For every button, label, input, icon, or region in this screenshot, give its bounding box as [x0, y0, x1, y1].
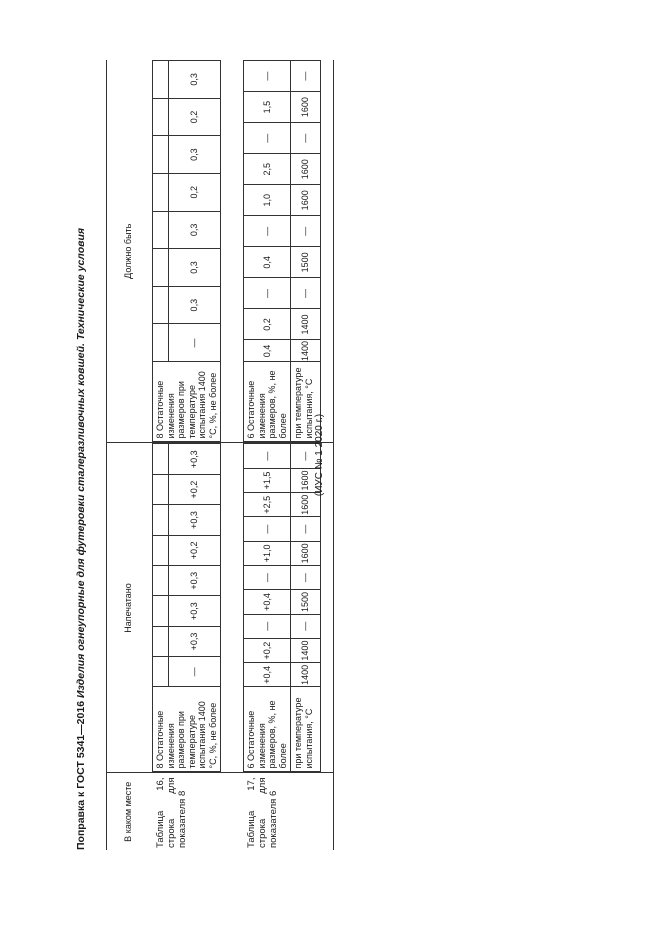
should-be-16-value: —	[168, 324, 220, 362]
printed-17-temp: 1400	[291, 638, 321, 662]
printed-17-temp: 1600	[291, 493, 321, 517]
header-should-be: Должно быть	[107, 60, 150, 443]
printed-16-value: +0,2	[168, 535, 220, 565]
printed-17-temp-dash: —	[291, 614, 321, 638]
should-be-17-temp-dash: —	[291, 278, 321, 309]
should-be-17-table	[243, 60, 321, 443]
printed-17-value: +2,5	[244, 493, 291, 517]
printed-17-temp-dash: —	[291, 444, 321, 468]
should-be-17-temp: 1600	[291, 92, 321, 123]
should-be-16-value: 0,2	[168, 173, 220, 211]
should-be-17-temp-dash: —	[291, 61, 321, 92]
printed-17-temp: 1500	[291, 590, 321, 614]
should-be-16-value: 0,3	[168, 286, 220, 324]
printed-17-table	[243, 444, 321, 773]
page-title	[70, 60, 92, 850]
printed-16-value: +0,3	[168, 596, 220, 626]
printed-17-param: 6 Остаточные изменения размеров, %, не более	[244, 687, 291, 772]
row-16-should-be-cell	[149, 60, 240, 443]
should-be-16-value: 0,3	[168, 61, 220, 99]
printed-17-value: +0,4	[244, 590, 291, 614]
printed-17-dash: —	[244, 517, 291, 541]
should-be-17-temp: 1600	[291, 185, 321, 216]
should-be-16-param: 8 Остаточные изменения размеров при температуре испытания 1400 °С, %, не более	[153, 362, 221, 442]
printed-16-value: —	[168, 657, 220, 687]
should-be-17-temp: 1500	[291, 247, 321, 278]
printed-16-value: +0,2	[168, 474, 220, 504]
printed-17-value: +1,0	[244, 541, 291, 565]
should-be-16-value: 0,3	[168, 249, 220, 287]
should-be-16-value: 0,3	[168, 211, 220, 249]
printed-17-dash: —	[244, 566, 291, 590]
should-be-17-temp-dash: —	[291, 123, 321, 154]
should-be-17-dash: —	[244, 123, 291, 154]
should-be-17-value: 0,2	[244, 309, 291, 340]
printed-17-temp: 1600	[291, 541, 321, 565]
printed-17-dash: —	[244, 444, 291, 468]
should-be-17-value: 1,5	[244, 92, 291, 123]
table-row-16	[149, 60, 240, 850]
printed-16-table	[152, 444, 221, 773]
row-16-place: Таблица 16, строка для показателя 8	[149, 773, 240, 850]
should-be-17-value: 2,5	[244, 154, 291, 185]
should-be-17-temp-label: при температуре испытания, °С	[291, 362, 321, 442]
publication-note: (ИУС № 1 2020 г.)	[314, 413, 325, 497]
row-16-printed-cell	[149, 443, 240, 773]
should-be-17-value: 1,0	[244, 185, 291, 216]
printed-17-temp-label: при температуре испытания, °С	[291, 687, 321, 772]
should-be-17-temp: 1600	[291, 154, 321, 185]
should-be-17-dash: —	[244, 278, 291, 309]
should-be-17-dash: —	[244, 216, 291, 247]
should-be-17-temp-dash: —	[291, 216, 321, 247]
should-be-16-table	[152, 60, 221, 443]
row-17-place: Таблица 17, строка для показателя 6	[240, 773, 334, 850]
printed-17-value: +1,5	[244, 468, 291, 492]
printed-16-param: 8 Остаточные изменения размеров при температуре испытания 1400 °С, %, не более	[153, 687, 221, 772]
title-main: Изделия огнеупорные для футеровки сталеразливочных ковшей. Технические условия	[75, 227, 87, 699]
header-printed: Напечатано	[107, 443, 150, 773]
should-be-17-dash: —	[244, 61, 291, 92]
printed-16-value: +0,3	[168, 626, 220, 656]
header-place: В каком месте	[107, 773, 150, 850]
title-prefix: Поправка к ГОСТ 5341—2016	[75, 700, 87, 850]
should-be-16-value: 0,2	[168, 98, 220, 136]
printed-17-temp-dash: —	[291, 517, 321, 541]
header-row	[107, 60, 150, 850]
should-be-17-param: 6 Остаточные изменения размеров, %, не более	[244, 362, 291, 442]
printed-17-temp: 1400	[291, 663, 321, 687]
printed-17-temp: 1600	[291, 468, 321, 492]
printed-17-value: +0,4	[244, 663, 291, 687]
rotated-page	[70, 60, 340, 850]
printed-16-value: +0,3	[168, 566, 220, 596]
correction-table	[106, 60, 334, 850]
printed-16-value: +0,3	[168, 505, 220, 535]
printed-16-value: +0,3	[168, 444, 220, 474]
should-be-17-temp: 1400	[291, 340, 321, 362]
printed-17-dash: —	[244, 614, 291, 638]
should-be-17-value: 0,4	[244, 340, 291, 362]
should-be-16-value: 0,3	[168, 136, 220, 174]
should-be-17-value: 0,4	[244, 247, 291, 278]
printed-17-value: +0,2	[244, 638, 291, 662]
should-be-17-temp: 1400	[291, 309, 321, 340]
printed-17-temp-dash: —	[291, 566, 321, 590]
